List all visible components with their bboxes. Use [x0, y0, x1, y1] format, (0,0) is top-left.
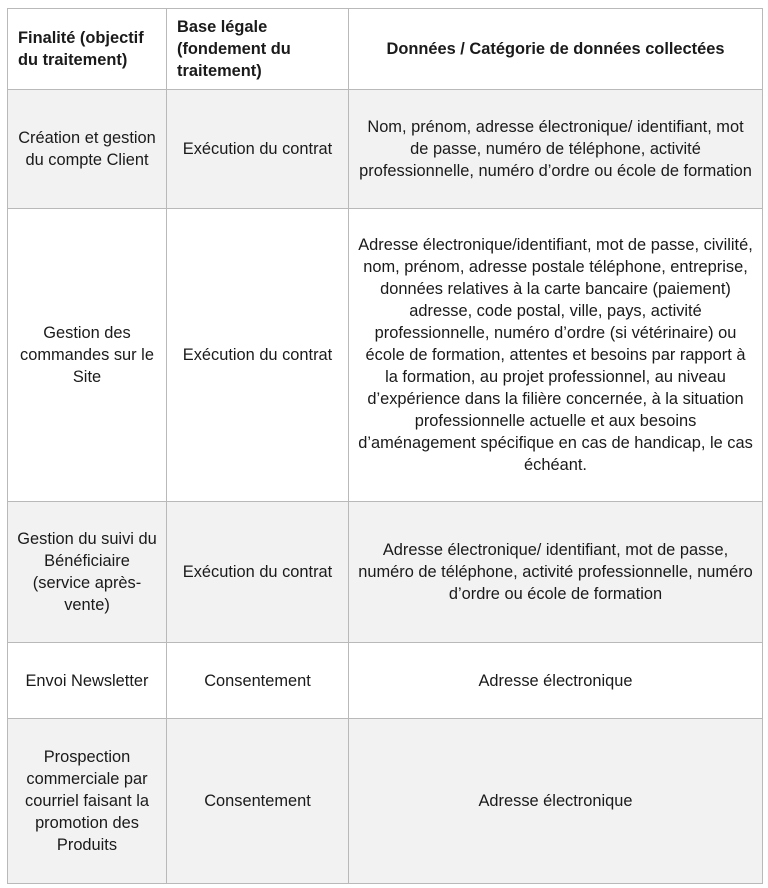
cell-purpose: Gestion des commandes sur le Site — [8, 209, 167, 502]
table-row — [8, 90, 763, 209]
cell-purpose: Création et gestion du compte Client — [8, 90, 167, 209]
data-processing-table — [7, 8, 763, 884]
table-row — [8, 643, 763, 719]
cell-data: Adresse électronique — [349, 719, 763, 884]
table-header-row — [8, 9, 763, 90]
table-row — [8, 719, 763, 884]
cell-legal-basis: Consentement — [167, 643, 349, 719]
table-row — [8, 502, 763, 643]
cell-purpose: Prospection commerciale par courriel faisant la promotion des Produits — [8, 719, 167, 884]
cell-data: Adresse électronique — [349, 643, 763, 719]
cell-legal-basis: Exécution du contrat — [167, 502, 349, 643]
cell-purpose: Gestion du suivi du Bénéficiaire (service après-vente) — [8, 502, 167, 643]
cell-legal-basis: Exécution du contrat — [167, 90, 349, 209]
header-legal-basis: Base légale (fondement du traitement) — [167, 9, 349, 90]
cell-legal-basis: Consentement — [167, 719, 349, 884]
header-purpose: Finalité (objectif du traitement) — [8, 9, 167, 90]
cell-legal-basis: Exécution du contrat — [167, 209, 349, 502]
table-row — [8, 209, 763, 502]
header-data-categories: Données / Catégorie de données collectées — [349, 9, 763, 90]
cell-data: Nom, prénom, adresse électronique/ identifiant, mot de passe, numéro de téléphone, activité professionnelle, numéro d’ordre ou école de formation — [349, 90, 763, 209]
cell-data: Adresse électronique/ identifiant, mot de passe, numéro de téléphone, activité professionnelle, numéro d’ordre ou école de formation — [349, 502, 763, 643]
cell-data: Adresse électronique/identifiant, mot de passe, civilité, nom, prénom, adresse postale téléphone, entreprise, données relatives à la carte bancaire (paiement) adresse, code postal, ville, pays, activité professionnelle, numéro d’ordre (si vétérinaire) ou école de formation, attentes et besoins par rapport à la formation, au projet professionnel, au niveau d’expérience dans la filière concernée, à la situation professionnelle actuelle et aux besoins d’aménagement spécifique en cas de handicap, le cas échéant. — [349, 209, 763, 502]
cell-purpose: Envoi Newsletter — [8, 643, 167, 719]
